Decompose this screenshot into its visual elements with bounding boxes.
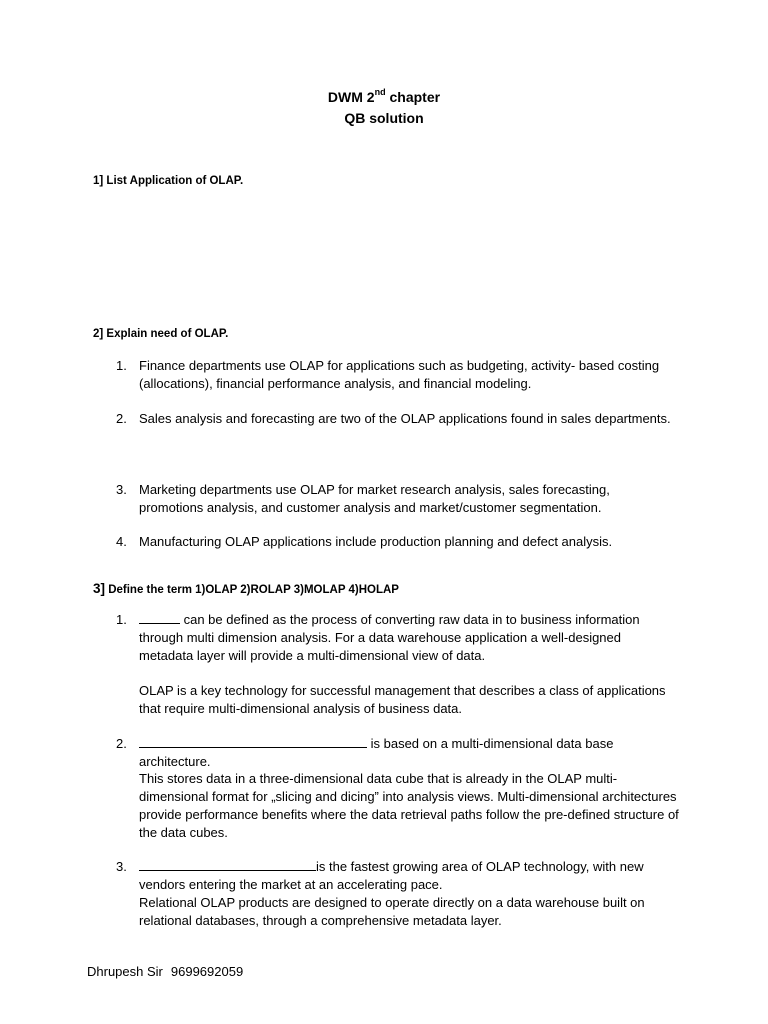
- q3-item-3-text: [139, 858, 676, 894]
- q2-item-3-number: 3.: [116, 482, 127, 497]
- q2-item-1-number: 1.: [116, 358, 127, 373]
- q3-item-2-number: 2.: [116, 736, 127, 751]
- q3-list-item-1: [116, 611, 676, 665]
- question-2-heading: 2] Explain need of OLAP.: [93, 328, 229, 340]
- q2-item-2-number: 2.: [116, 411, 127, 426]
- question-1-heading: 1] List Application of OLAP.: [93, 175, 244, 187]
- footer-author: Dhrupesh Sir: [87, 964, 163, 979]
- q3-item-2-text: [139, 735, 676, 771]
- fill-in-blank: [139, 611, 180, 624]
- fill-in-blank: [139, 858, 316, 871]
- q3-item-1-text: [139, 611, 676, 665]
- q2-list-item-2: [116, 410, 676, 428]
- fill-in-blank: [139, 735, 367, 748]
- q3-item-3-paragraph: Relational OLAP products are designed to operate directly on a data warehouse built on relational databases, through a comprehensive metadata layer.: [139, 895, 645, 928]
- doc-title-line1: [0, 87, 768, 107]
- title-suffix: chapter: [385, 89, 441, 105]
- q3-item-3-number: 3.: [116, 859, 127, 874]
- q2-list-item-4: [116, 533, 676, 551]
- q2-item-4-text: Manufacturing OLAP applications include production planning and defect analysis.: [139, 534, 613, 549]
- q2-item-3-text: Marketing departments use OLAP for market research analysis, sales forecasting, promotions analysis, and customer analysis and market/customer segmentation.: [139, 482, 610, 515]
- q3-list-item-2: [116, 735, 676, 771]
- q2-item-2-text: Sales analysis and forecasting are two of the OLAP applications found in sales departments.: [139, 411, 671, 426]
- title-prefix: DWM 2: [327, 89, 375, 105]
- q2-list-item-3: [116, 481, 676, 517]
- q3-item-2-paragraph: This stores data in a three-dimensional data cube that is already in the OLAP multi- dimensional format for „slicing and dicing” into analysis views. Multi-dimensional architectures provide performance benefits where the data retrieval paths follow the pre-defined structure of the data cubes.: [139, 771, 679, 840]
- title-superscript: nd: [374, 87, 386, 98]
- q3-list-item-3: [116, 858, 676, 894]
- q2-item-4-number: 4.: [116, 534, 127, 549]
- question-3-heading: [93, 581, 399, 598]
- q2-item-1-text: Finance departments use OLAP for applications such as budgeting, activity- based costing (allocations), financial performance analysis, and financial modeling.: [139, 358, 660, 391]
- doc-title-line2: QB solution: [344, 110, 424, 126]
- q3-item-3-sentence: is the fastest growing area of OLAP technology, with new vendors entering the market at an accelerating pace.: [139, 859, 644, 892]
- q3-item-2-sentence: is based on a multi-dimensional data base architecture.: [139, 736, 614, 769]
- q2-list-item-1: [116, 357, 676, 393]
- footer-phone: 9699692059: [170, 964, 244, 979]
- q3-item-1-number: 1.: [116, 612, 127, 627]
- page-footer: [87, 963, 243, 981]
- q3-heading-number: 3]: [93, 581, 106, 596]
- q3-item-1-paragraph: OLAP is a key technology for successful management that describes a class of applications that require multi-dimensional analysis of business data.: [139, 683, 666, 716]
- q3-heading-text: Define the term 1)OLAP 2)ROLAP 3)MOLAP 4)HOLAP: [105, 584, 399, 596]
- q3-item-1-sentence: can be defined as the process of converting raw data in to business information through multi dimension analysis. For a data warehouse application a well-designed metadata layer will provide a multi-dimensional view of data.: [139, 612, 640, 663]
